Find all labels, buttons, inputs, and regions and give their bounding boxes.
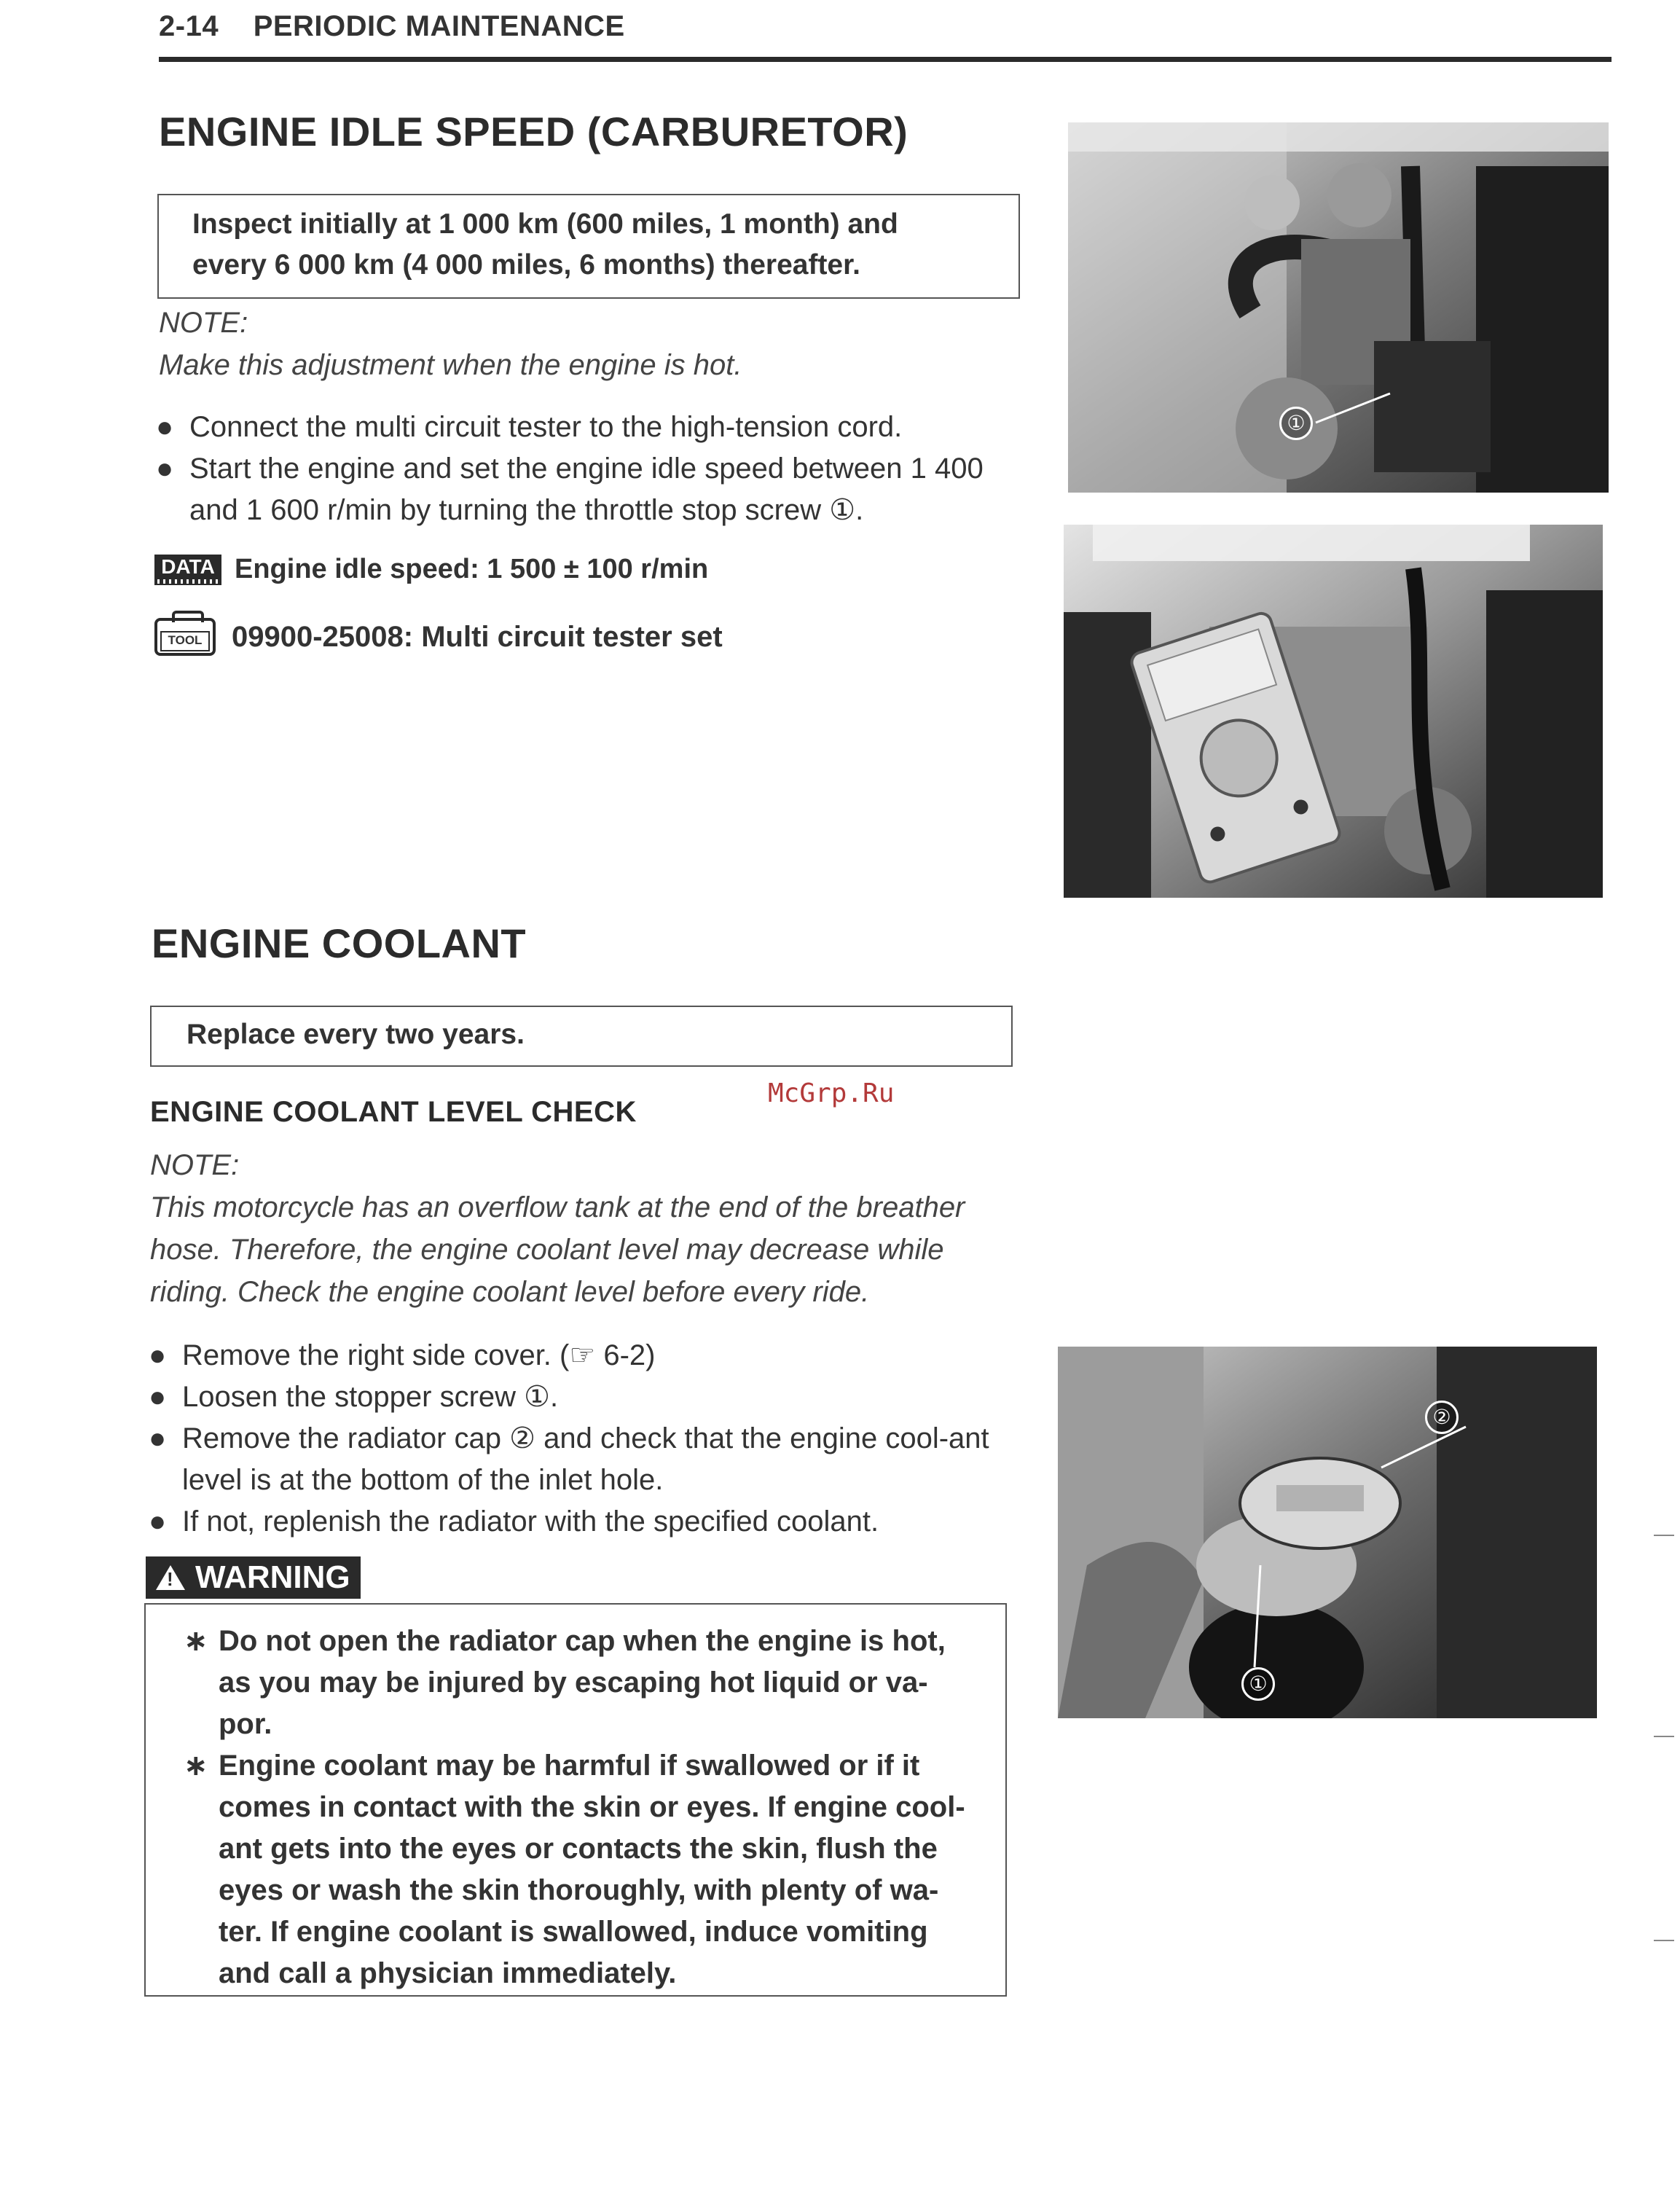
radiator-cap-callout: ② [1425,1401,1459,1434]
idle-interval-line-2: every 6 000 km (4 000 miles, 6 months) thereafter. [192,249,860,281]
idle-note [159,302,742,386]
tool-icon [154,618,216,656]
coolant-note-line-1: This motorcycle has an overflow tank at the end of the breather [150,1191,965,1223]
idle-interval-line-1: Inspect initially at 1 000 km (600 miles, 1 month) and [192,208,898,240]
idle-speed-spec-text: Engine idle speed: 1 500 ± 100 r/min [235,554,709,584]
bullet-icon: ● [156,411,174,443]
tool-icon-label: TOOL [160,631,210,651]
bullet-icon: ● [156,453,174,485]
idle-interval-box [157,194,1020,299]
asterisk-icon: ∗ [184,1625,208,1657]
asterisk-icon: ∗ [184,1750,208,1782]
warning-label [146,1556,361,1599]
watermark: McGrp.Ru [768,1078,895,1108]
bullet-icon: ● [149,1422,167,1454]
scan-mark [1654,1736,1674,1737]
scan-mark [1654,1940,1674,1941]
scan-mark [1654,1535,1674,1536]
radiator-cap-photo [1058,1347,1597,1718]
idle-note-label: NOTE: [159,307,248,339]
idle-speed-spec [154,554,708,585]
carburetor-photo [1068,122,1609,493]
radiator-cap-photo-art [1058,1347,1597,1718]
idle-tool-line [154,618,723,656]
idle-tool-text: 09900-25008: Multi circuit tester set [232,620,723,653]
carburetor-photo-art [1068,122,1609,493]
header-rule [159,57,1612,62]
coolant-note [150,1144,1024,1313]
list-item: ∗ Do not open the radiator cap when the engine is hot, as you may be injured by escaping hot liquid or va-por. [181,1621,976,1745]
list-item: ● Connect the multi circuit tester to the high-tension cord. [156,407,1023,448]
tester-photo [1064,525,1603,898]
warning-icon [156,1565,185,1590]
data-icon: DATA [154,555,221,585]
throttle-stop-screw-callout: ① [1279,407,1313,440]
header-section-title: PERIODIC MAINTENANCE [253,10,625,42]
coolant-note-label: NOTE: [150,1149,240,1181]
list-item: ● Remove the radiator cap ② and check that the engine cool-ant level is at the bottom of the inlet hole. [149,1418,1018,1501]
coolant-interval-text: Replace every two years. [187,1019,525,1050]
coolant-level-check-title: ENGINE COOLANT LEVEL CHECK [150,1096,637,1128]
coolant-note-line-2: hose. Therefore, the engine coolant level may decrease while [150,1234,944,1266]
list-item: ● Start the engine and set the engine idle speed between 1 400 and 1 600 r/min by turning the throttle stop screw ①. [156,448,1023,531]
list-item: ● Loosen the stopper screw ①. [149,1376,1018,1418]
list-item: ● If not, replenish the radiator with the specified coolant. [149,1501,1018,1543]
list-item: ● Remove the right side cover. (☞ 6-2) [149,1335,1018,1376]
idle-note-text: Make this adjustment when the engine is hot. [159,349,742,381]
coolant-interval-box [150,1006,1013,1067]
page-header [159,10,625,43]
coolant-note-line-3: riding. Check the engine coolant level before every ride. [150,1276,870,1308]
stopper-screw-callout: ① [1241,1667,1275,1701]
coolant-steps [149,1335,1018,1543]
list-item: ∗ Engine coolant may be harmful if swallowed or if it comes in contact with the skin or eyes. If engine cool-ant gets into the eyes or contacts the skin, flush the eyes or wash the skin thoroughly, with plenty of wa-ter. If engine coolant is swallowed, induce vomiting and call a physician immediately. [181,1745,976,1994]
idle-steps [156,407,1023,531]
idle-speed-title: ENGINE IDLE SPEED (CARBURETOR) [159,109,908,154]
warning-box [144,1603,1007,1997]
tester-photo-art [1064,525,1603,898]
warning-label-text: WARNING [195,1559,350,1595]
warning-items [181,1621,976,1994]
bullet-icon: ● [149,1381,167,1413]
page-number: 2-14 [159,10,219,42]
bullet-icon: ● [149,1505,167,1538]
coolant-title: ENGINE COOLANT [152,920,527,966]
bullet-icon: ● [149,1339,167,1371]
